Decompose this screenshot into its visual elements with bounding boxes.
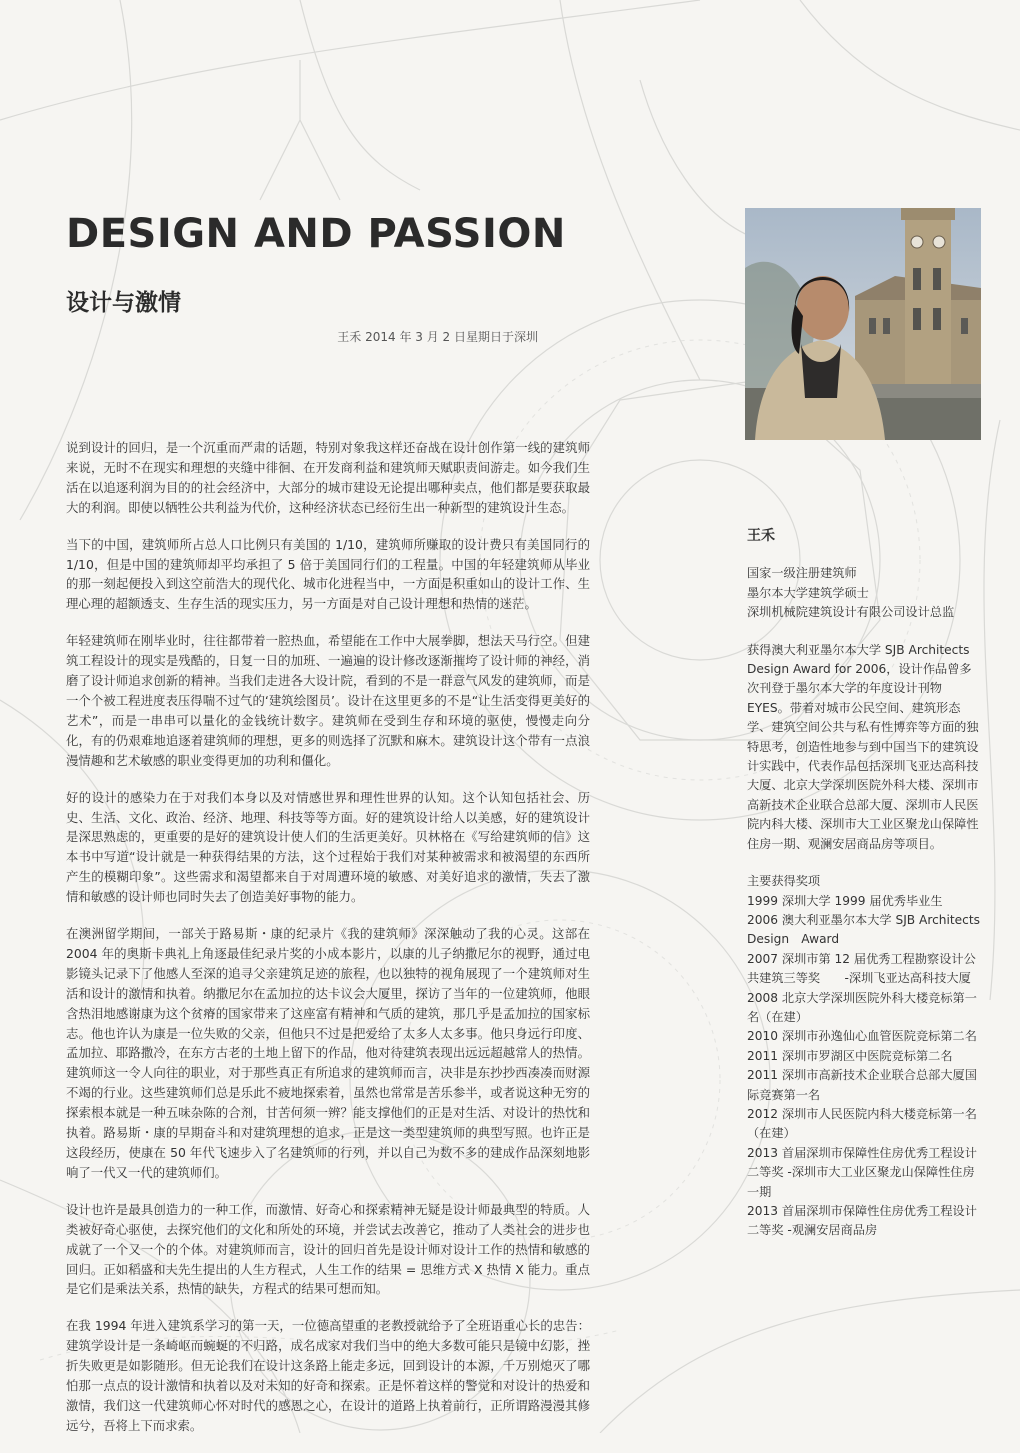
author-bio	[747, 527, 983, 1241]
article-paragraph: 好的设计的感染力在于对我们本身以及对情感世界和理性世界的认知。这个认知包括社会、历史、生活、文化、政治、经济、地理、科技等等方面。好的建筑设计给人以美感，好的建筑设计是深思熟虑的，更重要的是好的建筑设计使人们的生活更美好。贝林格在《写给建筑师的信》这本书中写道“设计就是一种获得结果的方法，这个过程始于我们对某种被需求和被渴望的东西所产生的模糊印象”。这些需求和渴望都来自于对周遭环境的敏感、对美好追求的激情，失去了激情和敏感的设计师也同时失去了创造美好事物的能力。	[66, 789, 590, 905]
award-item: 2013 首届深圳市保障性住房优秀工程设计二等奖 -深圳市大工业区聚龙山保障性住房一期	[747, 1145, 977, 1199]
author-title-line: 墨尔本大学建筑学硕士	[747, 585, 869, 600]
article-paragraph: 在我 1994 年进入建筑系学习的第一天，一位德高望重的老教授就给予了全班语重心长的忠告：建筑学设计是一条崎岖而蜿蜒的不归路，成名成家对我们当中的绝大多数可能只是镜中幻影，挫折失败更是如影随形。但无论我们在设计这条路上能走多远，回到设计的本源，千万别熄灭了哪怕那一点点的设计激情和执着以及对未知的好奇和探索。正是怀着这样的警觉和对设计的热爱和激情，我们这一代建筑师心怀对时代的感恩之心，在设计的道路上执着前行，正所谓路漫漫其修远兮，吾将上下而求索。	[66, 1318, 590, 1433]
byline: 王禾 2014 年 3 月 2 日星期日于深圳	[337, 330, 538, 344]
award-item: 2011 深圳市高新技术企业联合总部大厦国际竞赛第一名	[747, 1068, 977, 1102]
author-titles	[747, 564, 983, 622]
award-item: 2011 深圳市罗湖区中医院竞标第二名	[747, 1048, 953, 1063]
award-item: 2012 深圳市人民医院内科大楼竞标第一名（在建）	[747, 1106, 977, 1141]
article-body	[66, 438, 590, 1453]
page-title: DESIGN AND PASSION	[66, 211, 566, 257]
award-item: 2010 深圳市孙逸仙心血管医院竞标第二名	[747, 1029, 977, 1044]
page-subtitle: 设计与激情	[66, 290, 181, 316]
article-paragraph: 在澳洲留学期间，一部关于路易斯・康的纪录片《我的建筑师》深深触动了我的心灵。这部在 2004 年的奥斯卡典礼上角逐最佳纪录片奖的小成本影片，以康的儿子纳撒尼尔的视野，通过电影镜头记录下了他感人至深的追寻父亲建筑足迹的旅程，也以独特的视角展现了一个建筑师对生活和设计的激情和执着。纳撒尼尔在孟加拉的达卡议会大厦里，探访了当年的一位建筑师，他眼含热泪地感谢康为这个贫瘠的国家带来了这座富有精神和气质的建筑，那几乎是孟加拉的国家标志。他也许认为康是一位失败的父亲，但他只不过是把爱给了太多人太多事。他只身远行印度、孟加拉、耶路撒冷，在东方古老的土地上留下的作品，他对待建筑表现出远远超越常人的热情。建筑师这一令人向往的职业，对于那些真正有所追求的建筑师而言，决非是东抄抄西凑凑而财源不竭的行业。这些建筑师们总是乐此不疲地探索着，虽然也常常是苦乐参半，或者说这种无穷的探索根本就是一种五味杂陈的合剂，甘苦何须一辨？能支撑他们的正是对生活、对设计的热忱和执着。路易斯・康的早期奋斗和对建筑理想的追求，正是这一类型建筑师的典型写照。也许正是这段经历，使康在 50 年代飞速步入了名建筑师的行列，并以自己为数不多的建成作品深刻地影响了一代又一代的建筑师们。	[66, 926, 590, 1180]
award-item: 2006 澳大利亚墨尔本大学 SJB Architects Design Award	[747, 912, 981, 947]
awards-list	[747, 872, 983, 1241]
author-name: 王禾	[747, 528, 775, 544]
awards-title: 主要获得奖项	[747, 874, 821, 889]
award-item: 2007 深圳市第 12 届优秀工程勘察设计公共建筑三等奖 -深圳飞亚达高科技大厦	[747, 951, 976, 986]
article-paragraph: 年轻建筑师在刚毕业时，往往都带着一腔热血，希望能在工作中大展拳脚，想法天马行空。但建筑工程设计的现实是残酷的，日复一日的加班、一遍遍的设计修改逐渐摧垮了设计师的神经，消磨了设计师追求创新的精神。当我们走进各大设计院，看到的不是一群意气风发的建筑师，而是一个个被工程进度表压得喘不过气的‘建筑绘图员’。设计在这里更多的不是“让生活变得更美好的艺术”，而是一串串可以量化的金钱统计数字。建筑师在受到生存和环境的驱使，慢慢走向分化，有的仍艰难地追逐着建筑师的理想，更多的则选择了沉默和麻木。建筑设计这个带有一点浪漫情趣和艺术敏感的职业变得更加的功利和僵化。	[66, 633, 590, 768]
article-paragraph: 说到设计的回归，是一个沉重而严肃的话题，特别对象我这样还奋战在设计创作第一线的建筑师来说，无时不在现实和理想的夹缝中徘徊、在开发商利益和建筑师天赋职责间游走。如今我们生活在以追逐利润为目的的社会经济中，大部分的城市建设无论提出哪种卖点，他们都是要获取最大的利润。即使以牺牲公共利益为代价，这种经济状态已经衍生出一种新型的建筑设计生态。	[66, 440, 590, 515]
author-title-line: 国家一级注册建筑师	[747, 566, 857, 581]
author-description-text: 获得澳大利亚墨尔本大学 SJB Architects Design Award for 2006，设计作品曾多次刊登于墨尔本大学的年度设计刊物 EYES。带着对城市公民空间、建筑形态学、建筑空间公共与私有性博弈等方面的独特思考，创造性地参与到中国当下的建筑设计实践中，代表作品包括深圳飞亚达高科技大厦、北京大学深圳医院外科大楼、深圳市高新技术企业联合总部大厦、深圳市人民医院内科大楼、深圳市大工业区聚龙山保障性住房一期、观澜安居商品房等项目。	[747, 642, 979, 851]
article-paragraph: 当下的中国，建筑师所占总人口比例只有美国的 1/10，建筑师所赚取的设计费只有美国同行的 1/10，但是中国的建筑师却平均承担了 5 倍于美国同行们的工程量。中国的年轻建筑师从毕业的那一刻起便投入到这空前浩大的现代化、城市化进程当中，一方面是积重如山的设计工作、生理心理的超额透支、生存生活的现实压力，另一方面是对自己设计理想和热情的迷茫。	[66, 536, 590, 612]
author-title-line: 深圳机械院建筑设计有限公司设计总监	[747, 605, 955, 620]
award-item: 2008 北京大学深圳医院外科大楼竞标第一名（在建）	[747, 990, 977, 1024]
author-description	[747, 641, 983, 854]
author-photo	[745, 208, 981, 440]
award-item: 1999 深圳大学 1999 届优秀毕业生	[747, 893, 943, 908]
article-paragraph: 设计也许是最具创造力的一种工作，而激情、好奇心和探索精神无疑是设计师最典型的特质。人类被好奇心驱使，去探究他们的文化和所处的环境，并尝试去改善它，推动了人类社会的进步也成就了一个又一个的个体。对建筑师而言，设计的回归首先是设计师对设计工作的热情和敏感的回归。正如稻盛和夫先生提出的人生方程式，人生工作的结果 = 思维方式 X 热情 X 能力。重点是它们是乘法关系，热情的缺失，方程式的结果可想而知。	[66, 1201, 590, 1297]
award-item: 2013 首届深圳市保障性住房优秀工程设计二等奖 -观澜安居商品房	[747, 1204, 977, 1238]
